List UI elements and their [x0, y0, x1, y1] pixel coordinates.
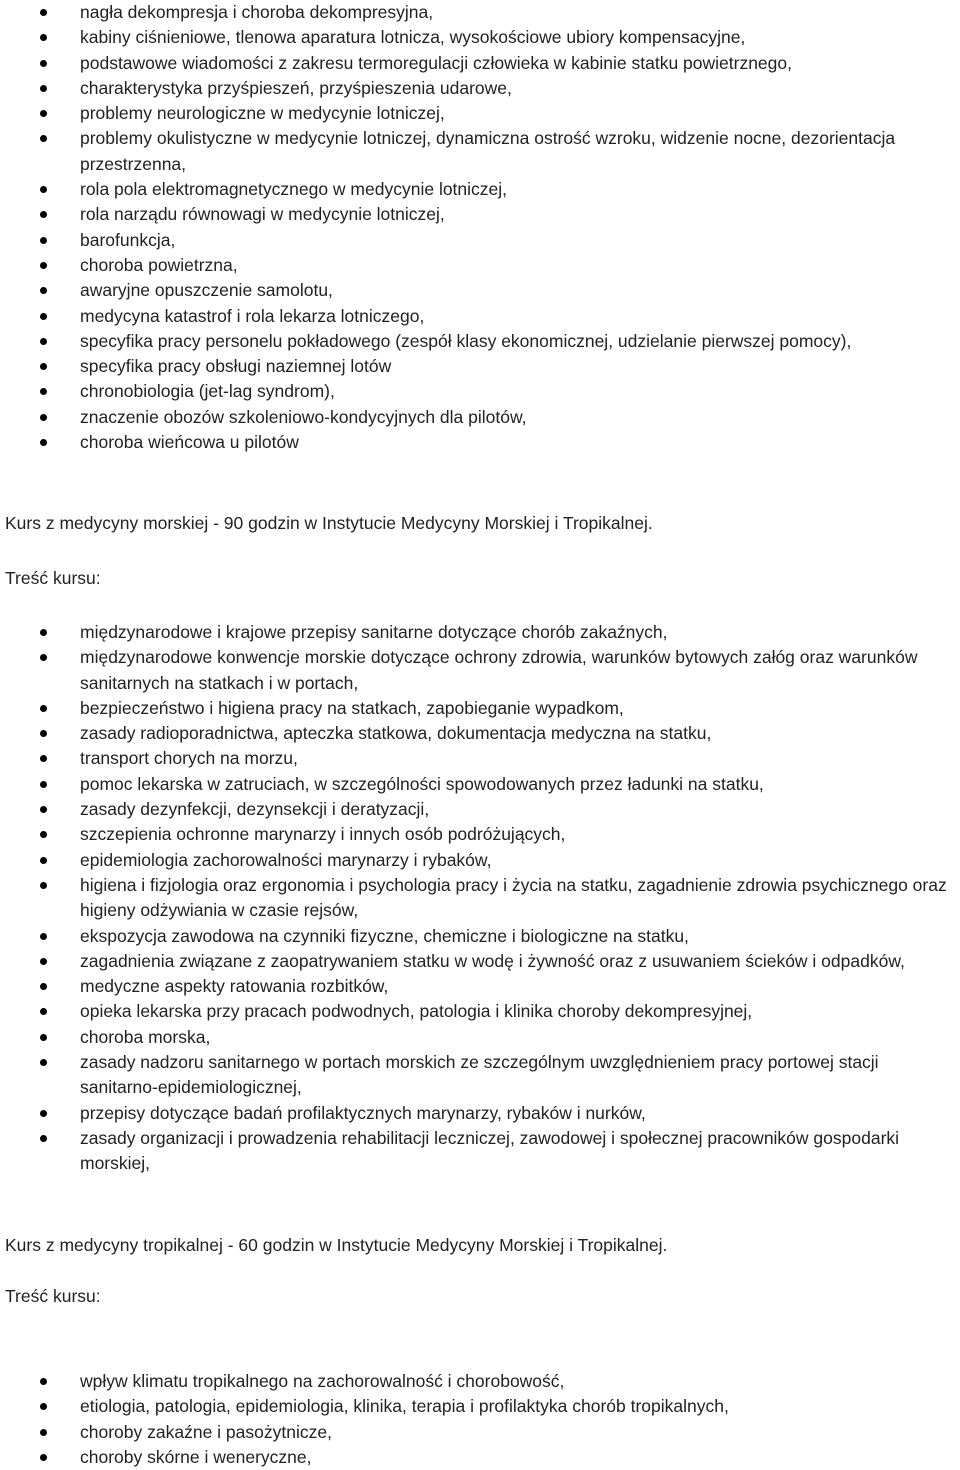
list-item: choroby zakaźne i pasożytnicze, [0, 1420, 960, 1445]
list-item: specyfika pracy personelu pokładowego (zespół klasy ekonomicznej, udzielanie pierwszej pomocy), [0, 329, 960, 354]
list-item: medyczne aspekty ratowania rozbitków, [0, 974, 960, 999]
list-item: charakterystyka przyśpieszeń, przyśpieszenia udarowe, [0, 76, 960, 101]
list-item: barofunkcja, [0, 228, 960, 253]
list-item: bezpieczeństwo i higiena pracy na statkach, zapobieganie wypadkom, [0, 696, 960, 721]
list-item: opieka lekarska przy pracach podwodnych, patologia i klinika choroby dekompresyjnej, [0, 999, 960, 1024]
list-item: choroba powietrzna, [0, 253, 960, 278]
list-item: epidemiologia zachorowalności marynarzy i rybaków, [0, 848, 960, 873]
list-item: zasady nadzoru sanitarnego w portach morskich ze szczególnym uwzględnieniem pracy portowej stacji sanitarno-epidemiologicznej, [0, 1050, 960, 1101]
list-item: etiologia, patologia, epidemiologia, klinika, terapia i profilaktyka chorób tropikalnych, [0, 1394, 960, 1419]
list-item: ekspozycja zawodowa na czynniki fizyczne, chemiczne i biologiczne na statku, [0, 924, 960, 949]
list-item: międzynarodowe konwencje morskie dotyczące ochrony zdrowia, warunków bytowych załóg oraz warunków sanitarnych na statkach i w portach, [0, 645, 960, 696]
list-item: pomoc lekarska w zatruciach, w szczególności spowodowanych przez ładunki na statku, [0, 772, 960, 797]
list-item: medycyna katastrof i rola lekarza lotniczego, [0, 304, 960, 329]
list-item: choroby skórne i weneryczne, [0, 1445, 960, 1470]
maritime-topics-list [0, 620, 960, 1177]
list-item: awaryjne opuszczenie samolotu, [0, 278, 960, 303]
list-item: szczepienia ochronne marynarzy i innych osób podróżujących, [0, 822, 960, 847]
aviation-topics-list [0, 0, 960, 455]
list-item: problemy neurologiczne w medycynie lotniczej, [0, 101, 960, 126]
list-item: zasady radioporadnictwa, apteczka statkowa, dokumentacja medyczna na statku, [0, 721, 960, 746]
list-item: choroba morska, [0, 1025, 960, 1050]
list-item: przepisy dotyczące badań profilaktycznych marynarzy, rybaków i nurków, [0, 1101, 960, 1126]
maritime-course-heading: Kurs z medycyny morskiej - 90 godzin w Instytucie Medycyny Morskiej i Tropikalnej. [5, 513, 653, 533]
list-item: zasady organizacji i prowadzenia rehabilitacji leczniczej, zawodowej i społecznej pracowników gospodarki morskiej, [0, 1126, 960, 1177]
list-item: międzynarodowe i krajowe przepisy sanitarne dotyczące chorób zakaźnych, [0, 620, 960, 645]
list-item: transport chorych na morzu, [0, 746, 960, 771]
maritime-content-label: Treść kursu: [5, 568, 101, 588]
list-item: znaczenie obozów szkoleniowo-kondycyjnych dla pilotów, [0, 405, 960, 430]
list-item: problemy okulistyczne w medycynie lotniczej, dynamiczna ostrość wzroku, widzenie nocne, dezorientacja przestrzenna, [0, 126, 960, 177]
list-item: zagadnienia związane z zaopatrywaniem statku w wodę i żywność oraz z usuwaniem ścieków i odpadków, [0, 949, 960, 974]
list-item: higiena i fizjologia oraz ergonomia i psychologia pracy i życia na statku, zagadnienie zdrowia psychicznego oraz higieny odżywiania w czasie rejsów, [0, 873, 960, 924]
list-item: rola pola elektromagnetycznego w medycynie lotniczej, [0, 177, 960, 202]
tropical-content-label: Treść kursu: [5, 1286, 101, 1306]
list-item: nagła dekompresja i choroba dekompresyjna, [0, 0, 960, 25]
list-item: rola narządu równowagi w medycynie lotniczej, [0, 202, 960, 227]
tropical-topics-list [0, 1369, 960, 1470]
list-item: specyfika pracy obsługi naziemnej lotów [0, 354, 960, 379]
list-item: kabiny ciśnieniowe, tlenowa aparatura lotnicza, wysokościowe ubiory kompensacyjne, [0, 25, 960, 50]
list-item: choroba wieńcowa u pilotów [0, 430, 960, 455]
list-item: zasady dezynfekcji, dezynsekcji i deratyzacji, [0, 797, 960, 822]
list-item: wpływ klimatu tropikalnego na zachorowalność i chorobowość, [0, 1369, 960, 1394]
list-item: chronobiologia (jet-lag syndrom), [0, 379, 960, 404]
tropical-course-heading: Kurs z medycyny tropikalnej - 60 godzin w Instytucie Medycyny Morskiej i Tropikalnej. [5, 1235, 668, 1255]
list-item: podstawowe wiadomości z zakresu termoregulacji człowieka w kabinie statku powietrznego, [0, 51, 960, 76]
